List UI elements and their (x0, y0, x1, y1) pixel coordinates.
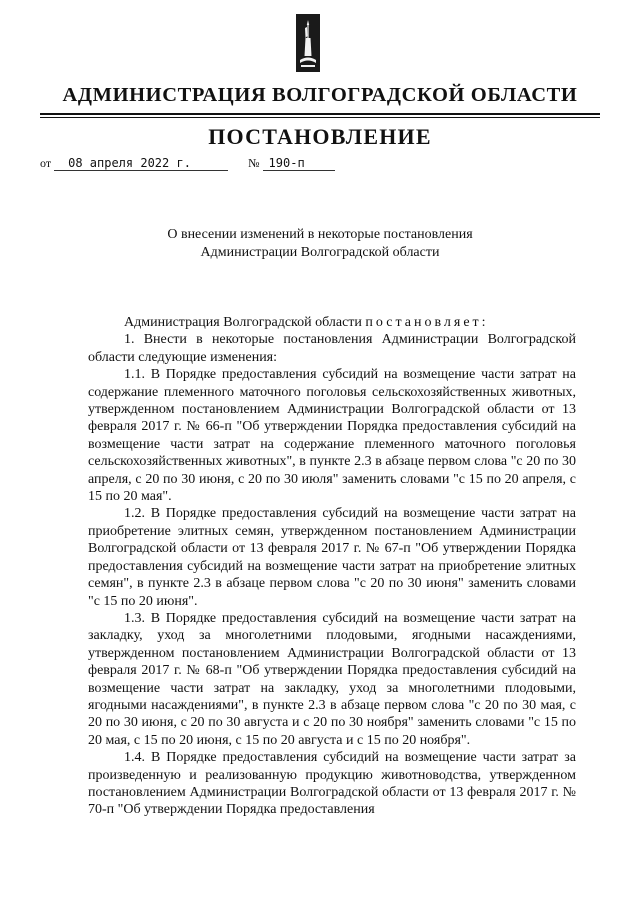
volgograd-emblem-icon (296, 14, 320, 72)
document-body (88, 314, 576, 819)
document-type: ПОСТАНОВЛЕНИЕ (208, 124, 432, 149)
date-prefix: от (40, 156, 52, 170)
organization-name: АДМИНИСТРАЦИЯ ВОЛГОГРАДСКОЙ ОБЛАСТИ (62, 84, 578, 106)
paragraph-1-3: 1.3. В Порядке предоставления субсидий на возмещение части затрат на закладку, уход за многолетними плодовыми, ягодными насаждениями, утвержденном постановлением Администрации Волгоградской области от 13 февраля 2017 г. № 68-п "Об утверждении Порядка предоставления субсидий на возмещение части затрат на закладку, уход за многолетними плодовыми, ягодными насаждениями", в пункте 2.3 в абзаце первом слова "с 20 по 30 мая, с 20 по 30 июня, с 20 по 30 августа и с 20 по 30 ноября" заменить словами "с 15 по 20 мая, с 15 по 20 июня, с 15 по 20 августа и с 15 по 20 ноября". (88, 610, 576, 748)
paragraph-1-2: 1.2. В Порядке предоставления субсидий на возмещение части затрат на приобретение элитных семян, утвержденном постановлением Администрации Волгоградской области от 13 февраля 2017 г. № 67-п "Об утверждении Порядка предоставления субсидий на возмещение части затрат на приобретение элитных семян", в пункте 2.3 в абзаце первом слова "с 20 по 30 июня" заменить словами "с 15 по 20 июня". (88, 506, 576, 609)
header-rule-thin (40, 117, 600, 118)
title-line-1: О внесении изменений в некоторые постановления (167, 227, 473, 242)
title-line-2: Администрации Волгоградской области (200, 245, 440, 260)
date-number-line (40, 156, 335, 171)
number-prefix: № (248, 156, 260, 170)
paragraph-1-4: 1.4. В Порядке предоставления субсидий на возмещение части затрат за произведенную и реализованную продукцию животноводства, утвержденном постановлением Администрации Волгоградской области от 13 февраля 2017 г. № 70-п "Об утверждении Порядка предоставления (88, 750, 576, 818)
document-date: 08 апреля 2022 г. (54, 156, 228, 171)
intro-paragraph (88, 314, 576, 331)
document-title (100, 226, 540, 262)
document-number: 190-п (263, 156, 335, 171)
header-rule-thick (40, 113, 600, 115)
paragraph-1-1: 1.1. В Порядке предоставления субсидий на возмещение части затрат на содержание племенного маточного поголовья сельскохозяйственных животных, утвержденном постановлением Администрации Волгоградской области от 13 февраля 2017 г. № 66-п "Об утверждении Порядка предоставления субсидий на возмещение части затрат на содержание племенного маточного поголовья сельскохозяйственных животных", в пункте 2.3 в абзаце первом слова "с 20 по 30 апреля, с 20 по 30 июня, с 20 по 30 июля" заменить словами "с 15 по 20 апреля, с 15 по 20 мая". (88, 367, 576, 505)
paragraph-1: 1. Внести в некоторые постановления Администрации Волгоградской области следующие изменения: (88, 332, 576, 365)
intro-verb: постановляет: (365, 315, 489, 330)
intro-subject: Администрация Волгоградской области (124, 315, 366, 330)
